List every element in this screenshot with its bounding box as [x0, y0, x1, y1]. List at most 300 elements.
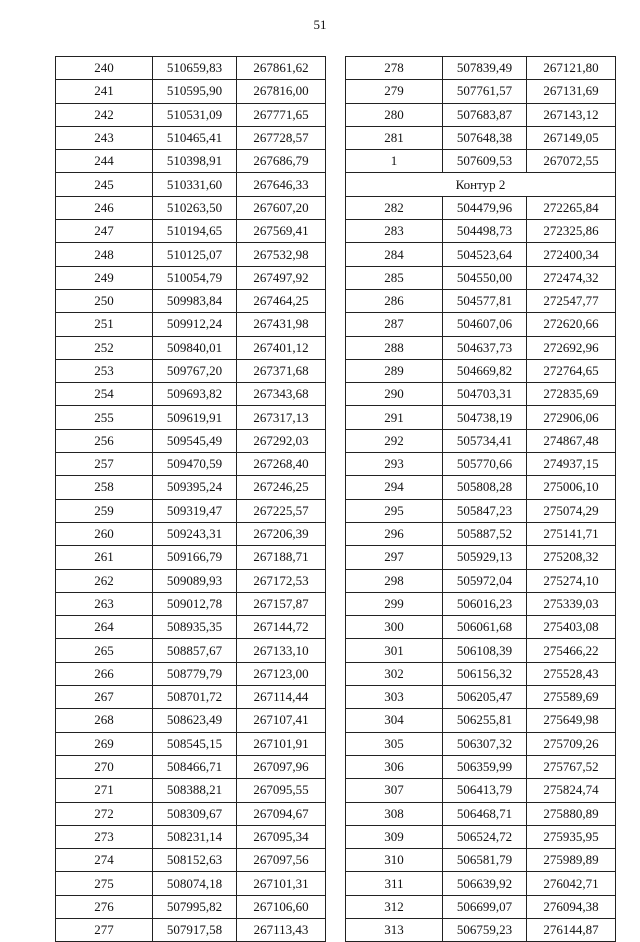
point-number-cell: 312 — [346, 895, 443, 918]
x-coordinate-cell: 509166,79 — [153, 546, 237, 569]
table-row — [346, 126, 616, 149]
page-number: 51 — [313, 17, 327, 32]
point-number-cell: 261 — [56, 546, 153, 569]
y-coordinate-cell: 267149,05 — [527, 126, 616, 149]
table-row — [56, 103, 326, 126]
y-coordinate-cell: 267861,62 — [237, 57, 326, 80]
x-coordinate-cell: 510595,90 — [153, 80, 237, 103]
point-number-cell: 275 — [56, 872, 153, 895]
table-row — [56, 732, 326, 755]
y-coordinate-cell: 267143,12 — [527, 103, 616, 126]
table-row — [346, 429, 616, 452]
y-coordinate-cell: 272400,34 — [527, 243, 616, 266]
point-number-cell: 269 — [56, 732, 153, 755]
x-coordinate-cell: 507917,58 — [153, 918, 237, 941]
y-coordinate-cell: 267401,12 — [237, 336, 326, 359]
y-coordinate-cell: 272325,86 — [527, 220, 616, 243]
x-coordinate-cell: 508779,79 — [153, 662, 237, 685]
y-coordinate-cell: 275767,52 — [527, 755, 616, 778]
x-coordinate-cell: 508935,35 — [153, 616, 237, 639]
x-coordinate-cell: 506699,07 — [443, 895, 527, 918]
table-row — [346, 616, 616, 639]
table-row — [56, 639, 326, 662]
table-row — [346, 569, 616, 592]
table-row — [56, 546, 326, 569]
y-coordinate-cell: 275274,10 — [527, 569, 616, 592]
y-coordinate-cell: 267101,31 — [237, 872, 326, 895]
y-coordinate-cell: 267816,00 — [237, 80, 326, 103]
point-number-cell: 286 — [346, 289, 443, 312]
point-number-cell: 243 — [56, 126, 153, 149]
x-coordinate-cell: 505972,04 — [443, 569, 527, 592]
y-coordinate-cell: 267268,40 — [237, 453, 326, 476]
point-number-cell: 242 — [56, 103, 153, 126]
point-number-cell: 291 — [346, 406, 443, 429]
table-row — [56, 709, 326, 732]
point-number-cell: 293 — [346, 453, 443, 476]
y-coordinate-cell: 267225,57 — [237, 499, 326, 522]
y-coordinate-cell: 267431,98 — [237, 313, 326, 336]
x-coordinate-cell: 506524,72 — [443, 825, 527, 848]
point-number-cell: 265 — [56, 639, 153, 662]
y-coordinate-cell: 267246,25 — [237, 476, 326, 499]
table-row — [56, 918, 326, 941]
y-coordinate-cell: 272265,84 — [527, 196, 616, 219]
table-row — [56, 359, 326, 382]
y-coordinate-cell: 272764,65 — [527, 359, 616, 382]
table-row — [346, 639, 616, 662]
x-coordinate-cell: 504738,19 — [443, 406, 527, 429]
point-number-cell: 254 — [56, 383, 153, 406]
point-number-cell: 260 — [56, 522, 153, 545]
y-coordinate-cell: 272835,69 — [527, 383, 616, 406]
x-coordinate-cell: 504479,96 — [443, 196, 527, 219]
point-number-cell: 287 — [346, 313, 443, 336]
point-number-cell: 245 — [56, 173, 153, 196]
point-number-cell: 285 — [346, 266, 443, 289]
table-row — [346, 779, 616, 802]
point-number-cell: 268 — [56, 709, 153, 732]
y-coordinate-cell: 267771,65 — [237, 103, 326, 126]
y-coordinate-cell: 267497,92 — [237, 266, 326, 289]
table-row — [346, 872, 616, 895]
y-coordinate-cell: 272692,96 — [527, 336, 616, 359]
point-number-cell: 278 — [346, 57, 443, 80]
y-coordinate-cell: 267728,57 — [237, 126, 326, 149]
point-number-cell: 249 — [56, 266, 153, 289]
table-row — [56, 895, 326, 918]
point-number-cell: 302 — [346, 662, 443, 685]
point-number-cell: 311 — [346, 872, 443, 895]
table-row — [56, 313, 326, 336]
y-coordinate-cell: 276094,38 — [527, 895, 616, 918]
point-number-cell: 271 — [56, 779, 153, 802]
point-number-cell: 241 — [56, 80, 153, 103]
x-coordinate-cell: 509243,31 — [153, 522, 237, 545]
point-number-cell: 281 — [346, 126, 443, 149]
x-coordinate-cell: 506639,92 — [443, 872, 527, 895]
table-row — [346, 336, 616, 359]
y-coordinate-cell: 267188,71 — [237, 546, 326, 569]
point-number-cell: 244 — [56, 150, 153, 173]
x-coordinate-cell: 504607,06 — [443, 313, 527, 336]
y-coordinate-cell: 267607,20 — [237, 196, 326, 219]
table-row — [56, 686, 326, 709]
point-number-cell: 250 — [56, 289, 153, 312]
y-coordinate-cell: 267101,91 — [237, 732, 326, 755]
table-row — [56, 522, 326, 545]
x-coordinate-cell: 509619,91 — [153, 406, 237, 429]
point-number-cell: 247 — [56, 220, 153, 243]
y-coordinate-cell: 275589,69 — [527, 686, 616, 709]
y-coordinate-cell: 267131,69 — [527, 80, 616, 103]
table-row — [56, 569, 326, 592]
y-coordinate-cell: 272906,06 — [527, 406, 616, 429]
y-coordinate-cell: 267532,98 — [237, 243, 326, 266]
x-coordinate-cell: 509012,78 — [153, 592, 237, 615]
point-number-cell: 252 — [56, 336, 153, 359]
point-number-cell: 258 — [56, 476, 153, 499]
table-row — [346, 732, 616, 755]
point-number-cell: 263 — [56, 592, 153, 615]
table-row — [346, 499, 616, 522]
x-coordinate-cell: 508388,21 — [153, 779, 237, 802]
point-number-cell: 301 — [346, 639, 443, 662]
y-coordinate-cell: 267464,25 — [237, 289, 326, 312]
point-number-cell: 284 — [346, 243, 443, 266]
x-coordinate-cell: 506108,39 — [443, 639, 527, 662]
point-number-cell: 303 — [346, 686, 443, 709]
table-row — [56, 849, 326, 872]
table-row — [56, 616, 326, 639]
y-coordinate-cell: 272620,66 — [527, 313, 616, 336]
y-coordinate-cell: 267072,55 — [527, 150, 616, 173]
table-row — [346, 57, 616, 80]
point-number-cell: 270 — [56, 755, 153, 778]
x-coordinate-cell: 508466,71 — [153, 755, 237, 778]
table-row — [346, 196, 616, 219]
table-row — [346, 895, 616, 918]
point-number-cell: 313 — [346, 918, 443, 941]
x-coordinate-cell: 509693,82 — [153, 383, 237, 406]
table-row — [56, 406, 326, 429]
table-row — [346, 313, 616, 336]
point-number-cell: 298 — [346, 569, 443, 592]
x-coordinate-cell: 505887,52 — [443, 522, 527, 545]
x-coordinate-cell: 506759,23 — [443, 918, 527, 941]
point-number-cell: 308 — [346, 802, 443, 825]
table-row — [56, 872, 326, 895]
x-coordinate-cell: 508231,14 — [153, 825, 237, 848]
x-coordinate-cell: 510659,83 — [153, 57, 237, 80]
y-coordinate-cell: 267095,34 — [237, 825, 326, 848]
x-coordinate-cell: 507683,87 — [443, 103, 527, 126]
coordinates-table-left — [55, 56, 326, 942]
x-coordinate-cell: 508623,49 — [153, 709, 237, 732]
table-row — [346, 755, 616, 778]
x-coordinate-cell: 506581,79 — [443, 849, 527, 872]
point-number-cell: 309 — [346, 825, 443, 848]
y-coordinate-cell: 267371,68 — [237, 359, 326, 382]
table-row — [56, 266, 326, 289]
y-coordinate-cell: 275339,03 — [527, 592, 616, 615]
table-row — [56, 453, 326, 476]
table-row — [346, 546, 616, 569]
x-coordinate-cell: 508074,18 — [153, 872, 237, 895]
table-row — [56, 755, 326, 778]
x-coordinate-cell: 504550,00 — [443, 266, 527, 289]
y-coordinate-cell: 272474,32 — [527, 266, 616, 289]
table-row — [346, 522, 616, 545]
x-coordinate-cell: 510398,91 — [153, 150, 237, 173]
point-number-cell: 266 — [56, 662, 153, 685]
x-coordinate-cell: 505808,28 — [443, 476, 527, 499]
table-row — [346, 918, 616, 941]
y-coordinate-cell: 275074,29 — [527, 499, 616, 522]
point-number-cell: 1 — [346, 150, 443, 173]
point-number-cell: 294 — [346, 476, 443, 499]
table-row — [56, 57, 326, 80]
table-row — [346, 406, 616, 429]
y-coordinate-cell: 267123,00 — [237, 662, 326, 685]
point-number-cell: 272 — [56, 802, 153, 825]
point-number-cell: 296 — [346, 522, 443, 545]
table-row — [346, 849, 616, 872]
x-coordinate-cell: 510465,41 — [153, 126, 237, 149]
y-coordinate-cell: 275006,10 — [527, 476, 616, 499]
y-coordinate-cell: 267569,41 — [237, 220, 326, 243]
point-number-cell: 282 — [346, 196, 443, 219]
y-coordinate-cell: 267113,43 — [237, 918, 326, 941]
y-coordinate-cell: 267114,44 — [237, 686, 326, 709]
table-row — [346, 289, 616, 312]
x-coordinate-cell: 510263,50 — [153, 196, 237, 219]
y-coordinate-cell: 275208,32 — [527, 546, 616, 569]
y-coordinate-cell: 275935,95 — [527, 825, 616, 848]
y-coordinate-cell: 276144,87 — [527, 918, 616, 941]
x-coordinate-cell: 504703,31 — [443, 383, 527, 406]
y-coordinate-cell: 267292,03 — [237, 429, 326, 452]
x-coordinate-cell: 506307,32 — [443, 732, 527, 755]
table-row — [346, 80, 616, 103]
point-number-cell: 259 — [56, 499, 153, 522]
point-number-cell: 251 — [56, 313, 153, 336]
x-coordinate-cell: 505929,13 — [443, 546, 527, 569]
y-coordinate-cell: 272547,77 — [527, 289, 616, 312]
point-number-cell: 290 — [346, 383, 443, 406]
table-row — [346, 709, 616, 732]
x-coordinate-cell: 506255,81 — [443, 709, 527, 732]
x-coordinate-cell: 509767,20 — [153, 359, 237, 382]
point-number-cell: 248 — [56, 243, 153, 266]
contour-header-row — [346, 173, 616, 196]
y-coordinate-cell: 267686,79 — [237, 150, 326, 173]
y-coordinate-cell: 275824,74 — [527, 779, 616, 802]
point-number-cell: 299 — [346, 592, 443, 615]
x-coordinate-cell: 507609,53 — [443, 150, 527, 173]
table-row — [56, 289, 326, 312]
contour-header: Контур 2 — [346, 173, 616, 196]
table-row — [56, 336, 326, 359]
point-number-cell: 297 — [346, 546, 443, 569]
y-coordinate-cell: 275649,98 — [527, 709, 616, 732]
y-coordinate-cell: 275880,89 — [527, 802, 616, 825]
point-number-cell: 277 — [56, 918, 153, 941]
table-row — [56, 150, 326, 173]
x-coordinate-cell: 506156,32 — [443, 662, 527, 685]
y-coordinate-cell: 267097,96 — [237, 755, 326, 778]
table-row — [56, 802, 326, 825]
x-coordinate-cell: 509840,01 — [153, 336, 237, 359]
y-coordinate-cell: 267097,56 — [237, 849, 326, 872]
point-number-cell: 273 — [56, 825, 153, 848]
table-row — [346, 359, 616, 382]
x-coordinate-cell: 504577,81 — [443, 289, 527, 312]
x-coordinate-cell: 508857,67 — [153, 639, 237, 662]
point-number-cell: 262 — [56, 569, 153, 592]
table-row — [346, 592, 616, 615]
table-row — [56, 592, 326, 615]
y-coordinate-cell: 267144,72 — [237, 616, 326, 639]
y-coordinate-cell: 275528,43 — [527, 662, 616, 685]
point-number-cell: 306 — [346, 755, 443, 778]
x-coordinate-cell: 510194,65 — [153, 220, 237, 243]
x-coordinate-cell: 508309,67 — [153, 802, 237, 825]
x-coordinate-cell: 504637,73 — [443, 336, 527, 359]
point-number-cell: 288 — [346, 336, 443, 359]
x-coordinate-cell: 505847,23 — [443, 499, 527, 522]
table-row — [346, 825, 616, 848]
x-coordinate-cell: 507761,57 — [443, 80, 527, 103]
table-row — [56, 779, 326, 802]
y-coordinate-cell: 267646,33 — [237, 173, 326, 196]
table-row — [56, 173, 326, 196]
table-row — [56, 80, 326, 103]
point-number-cell: 305 — [346, 732, 443, 755]
point-number-cell: 276 — [56, 895, 153, 918]
table-row — [56, 429, 326, 452]
x-coordinate-cell: 506468,71 — [443, 802, 527, 825]
x-coordinate-cell: 508545,15 — [153, 732, 237, 755]
x-coordinate-cell: 509983,84 — [153, 289, 237, 312]
y-coordinate-cell: 267121,80 — [527, 57, 616, 80]
x-coordinate-cell: 510531,09 — [153, 103, 237, 126]
point-number-cell: 280 — [346, 103, 443, 126]
table-row — [346, 266, 616, 289]
y-coordinate-cell: 267095,55 — [237, 779, 326, 802]
table-row — [346, 453, 616, 476]
point-number-cell: 295 — [346, 499, 443, 522]
point-number-cell: 279 — [346, 80, 443, 103]
x-coordinate-cell: 510125,07 — [153, 243, 237, 266]
x-coordinate-cell: 506061,68 — [443, 616, 527, 639]
table-row — [56, 499, 326, 522]
x-coordinate-cell: 506205,47 — [443, 686, 527, 709]
y-coordinate-cell: 267133,10 — [237, 639, 326, 662]
x-coordinate-cell: 509470,59 — [153, 453, 237, 476]
table-row — [56, 383, 326, 406]
table-row — [346, 220, 616, 243]
x-coordinate-cell: 506359,99 — [443, 755, 527, 778]
table-row — [56, 243, 326, 266]
point-number-cell: 310 — [346, 849, 443, 872]
x-coordinate-cell: 510054,79 — [153, 266, 237, 289]
y-coordinate-cell: 276042,71 — [527, 872, 616, 895]
x-coordinate-cell: 509089,93 — [153, 569, 237, 592]
x-coordinate-cell: 507995,82 — [153, 895, 237, 918]
y-coordinate-cell: 267094,67 — [237, 802, 326, 825]
y-coordinate-cell: 275709,26 — [527, 732, 616, 755]
point-number-cell: 274 — [56, 849, 153, 872]
point-number-cell: 304 — [346, 709, 443, 732]
y-coordinate-cell: 267343,68 — [237, 383, 326, 406]
x-coordinate-cell: 504669,82 — [443, 359, 527, 382]
table-row — [56, 662, 326, 685]
x-coordinate-cell: 508701,72 — [153, 686, 237, 709]
y-coordinate-cell: 275141,71 — [527, 522, 616, 545]
y-coordinate-cell: 267106,60 — [237, 895, 326, 918]
point-number-cell: 307 — [346, 779, 443, 802]
table-row — [346, 662, 616, 685]
point-number-cell: 240 — [56, 57, 153, 80]
y-coordinate-cell: 267206,39 — [237, 522, 326, 545]
table-row — [346, 383, 616, 406]
point-number-cell: 264 — [56, 616, 153, 639]
table-row — [56, 220, 326, 243]
point-number-cell: 255 — [56, 406, 153, 429]
x-coordinate-cell: 507839,49 — [443, 57, 527, 80]
x-coordinate-cell: 505734,41 — [443, 429, 527, 452]
x-coordinate-cell: 504523,64 — [443, 243, 527, 266]
y-coordinate-cell: 274867,48 — [527, 429, 616, 452]
table-row — [346, 103, 616, 126]
y-coordinate-cell: 275989,89 — [527, 849, 616, 872]
point-number-cell: 257 — [56, 453, 153, 476]
table-row — [56, 196, 326, 219]
y-coordinate-cell: 274937,15 — [527, 453, 616, 476]
point-number-cell: 246 — [56, 196, 153, 219]
y-coordinate-cell: 267157,87 — [237, 592, 326, 615]
table-row — [346, 150, 616, 173]
x-coordinate-cell: 509319,47 — [153, 499, 237, 522]
table-row — [56, 825, 326, 848]
x-coordinate-cell: 509912,24 — [153, 313, 237, 336]
table-row — [346, 802, 616, 825]
y-coordinate-cell: 267317,13 — [237, 406, 326, 429]
y-coordinate-cell: 275466,22 — [527, 639, 616, 662]
table-row — [56, 126, 326, 149]
point-number-cell: 289 — [346, 359, 443, 382]
point-number-cell: 292 — [346, 429, 443, 452]
table-row — [346, 476, 616, 499]
point-number-cell: 267 — [56, 686, 153, 709]
y-coordinate-cell: 275403,08 — [527, 616, 616, 639]
x-coordinate-cell: 504498,73 — [443, 220, 527, 243]
point-number-cell: 256 — [56, 429, 153, 452]
y-coordinate-cell: 267172,53 — [237, 569, 326, 592]
point-number-cell: 253 — [56, 359, 153, 382]
point-number-cell: 283 — [346, 220, 443, 243]
x-coordinate-cell: 508152,63 — [153, 849, 237, 872]
table-row — [56, 476, 326, 499]
table-row — [346, 243, 616, 266]
coordinates-table-right — [345, 56, 616, 942]
x-coordinate-cell: 507648,38 — [443, 126, 527, 149]
y-coordinate-cell: 267107,41 — [237, 709, 326, 732]
x-coordinate-cell: 505770,66 — [443, 453, 527, 476]
point-number-cell: 300 — [346, 616, 443, 639]
x-coordinate-cell: 510331,60 — [153, 173, 237, 196]
